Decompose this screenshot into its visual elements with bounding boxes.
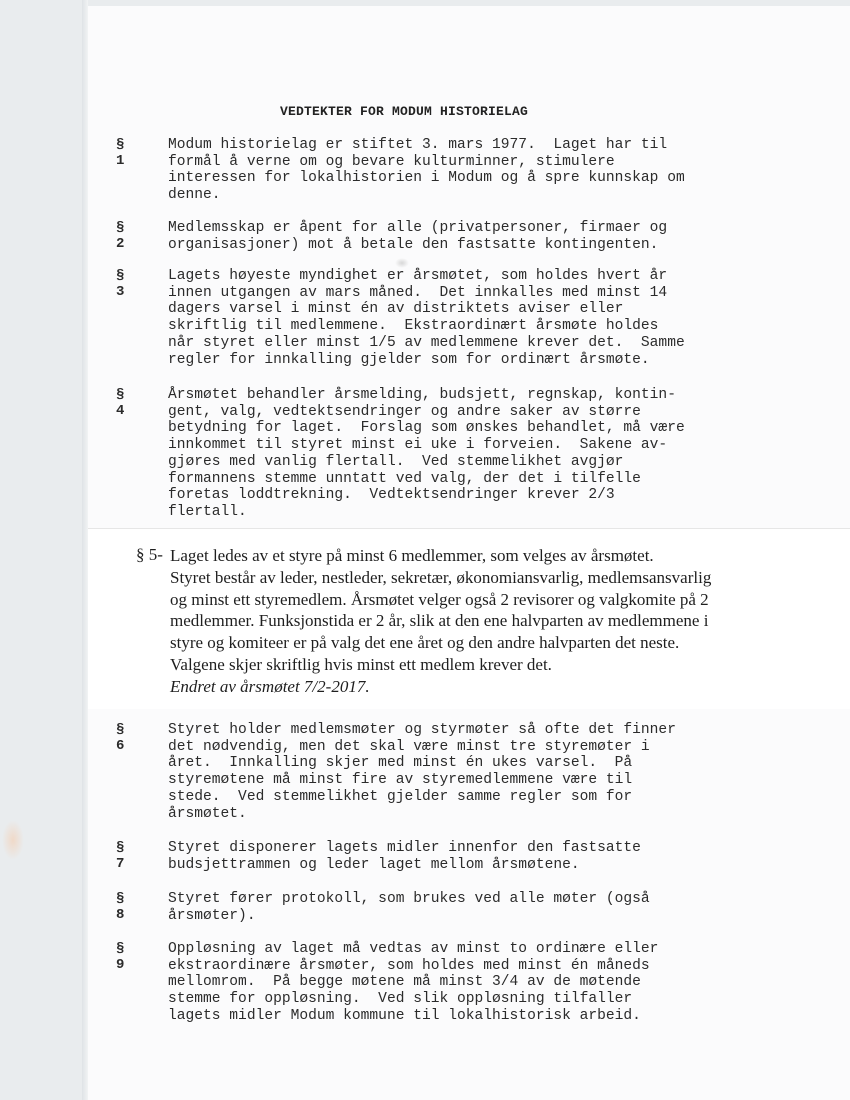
section-line: Styret består av leder, nestleder, sekretær, økonomiansvarlig, medlemsansvarlig [170, 567, 712, 587]
section-line: Oppløsning av laget må vedtas av minst to ordinære eller [168, 941, 659, 957]
section-line: Årsmøtet behandler årsmelding, budsjett, regnskap, kontin- [168, 387, 676, 403]
section-line: skriftlig til medlemmene. Ekstraordinært årsmøte holdes [168, 318, 659, 335]
section-line: og minst ett styremedlem. Årsmøtet velger også 2 revisorer og valgkomite på 2 [170, 589, 709, 609]
section-number: § 7 [116, 840, 125, 872]
section-line: årsmøter). [168, 907, 256, 924]
section-line: Medlemsskap er åpent for alle (privatpersoner, firmaer og [168, 220, 668, 236]
section-line: dagers varsel i minst én av distriktets aviser eller [168, 301, 624, 318]
section-number: § 9 [116, 941, 125, 973]
section-line: betydning for laget. Forslag som ønskes behandlet, må være [168, 420, 685, 437]
section-line: lagets midler Modum kommune til lokalhistorisk arbeid. [168, 1007, 641, 1024]
section-line: året. Innkalling skjer med minst én ukes varsel. På [168, 755, 633, 772]
section-line: når styret eller minst 1/5 av medlemmene krever det. Samme [168, 334, 685, 351]
section-number: § 2 [116, 220, 125, 252]
section-line: gjøres med vanlig flertall. Ved stemmelikhet avgjør [168, 453, 624, 470]
section-line: gent, valg, vedtektsendringer og andre saker av større [168, 403, 641, 420]
section-5-number: § 5- [136, 545, 163, 564]
section-number: § 4 [116, 387, 125, 419]
section-line: medlemmer. Funksjonstida er 2 år, slik at den ene halvparten av medlemmene i [170, 611, 709, 631]
section-line: det nødvendig, men det skal være minst tre styremøter i [168, 738, 650, 755]
section-line: denne. [168, 187, 221, 204]
scan-stain [2, 820, 24, 860]
section-number: § 8 [116, 891, 125, 923]
section-line: Styret disponerer lagets midler innenfor den fastsatte [168, 840, 641, 856]
section-line: Lagets høyeste myndighet er årsmøtet, som holdes hvert år [168, 268, 668, 284]
section-line: interessen for lokalhistorien i Modum og å spre kunnskap om [168, 170, 685, 187]
section-line: stede. Ved stemmelikhet gjelder samme regler som for [168, 788, 633, 805]
section-line: formannens stemme unntatt ved valg, der det i tilfelle [168, 470, 641, 487]
section-line: Valgene skjer skriftlig hvis minst ett medlem krever det. [170, 654, 552, 674]
section-line: flertall. [168, 503, 247, 520]
section-line: budsjettrammen og leder laget mellom årsmøtene. [168, 856, 580, 873]
section-number: § 6 [116, 722, 125, 754]
section-line: styremøtene må minst fire av styremedlemmene være til [168, 772, 633, 789]
section-number: § 3 [116, 268, 125, 300]
section-number: § 1 [116, 137, 125, 169]
section-line: styre og komiteer er på valg det ene året og den andre halvparten det neste. [170, 633, 680, 653]
section-line: organisasjoner) mot å betale den fastsatte kontingenten. [168, 236, 659, 253]
section-line: Laget ledes av et styre på minst 6 medlemmer, som velges av årsmøtet. [170, 546, 654, 565]
scan-stain [395, 258, 409, 268]
section-line: årsmøtet. [168, 805, 247, 822]
section-line: stemme for oppløsning. Ved slik oppløsning tilfaller [168, 991, 633, 1008]
amendment-note: Endret av årsmøtet 7/2-2017. [170, 676, 370, 696]
section-line: foretas loddtrekning. Vedtektsendringer krever 2/3 [168, 487, 615, 504]
section-line: Styret holder medlemsmøter og styrmøter så ofte det finner [168, 722, 676, 738]
section-5 [170, 545, 711, 698]
section-line: regler for innkalling gjelder som for ordinært årsmøte. [168, 351, 650, 368]
section-line: ekstraordinære årsmøter, som holdes med minst én måneds [168, 957, 650, 974]
document-title: VEDTEKTER FOR MODUM HISTORIELAG [280, 104, 529, 119]
section-line: innkommet til styret minst ei uke i forveien. Sakene av- [168, 437, 668, 454]
section-line: Styret fører protokoll, som brukes ved alle møter (også [168, 891, 650, 907]
section-line: formål å verne om og bevare kulturminner, stimulere [168, 153, 615, 170]
section-line: mellomrom. På begge møtene må minst 3/4 av de møtende [168, 974, 641, 991]
section-line: innen utgangen av mars måned. Det innkalles med minst 14 [168, 284, 668, 301]
section-line: Modum historielag er stiftet 3. mars 1977. Laget har til [168, 137, 668, 153]
